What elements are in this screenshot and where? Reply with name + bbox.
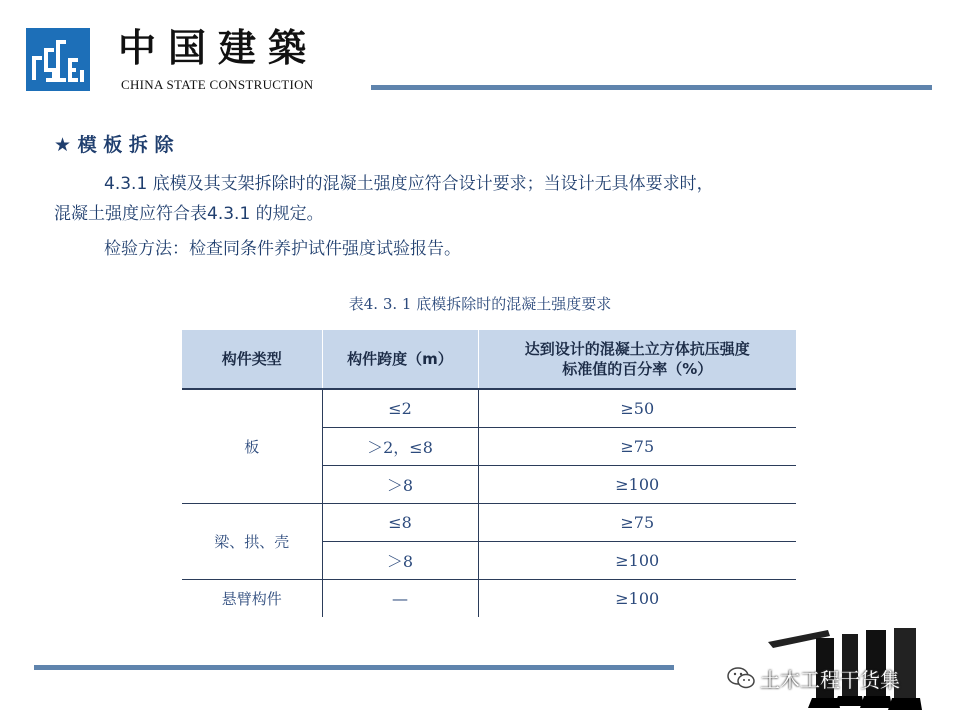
table-header-row — [182, 330, 796, 389]
company-logo — [26, 28, 90, 91]
header-divider — [371, 85, 932, 90]
wechat-icon — [726, 666, 756, 690]
header-strength-line1: 达到设计的混凝土立方体抗压强度 — [524, 340, 750, 358]
watermark-text: 土木工程干货集 — [760, 668, 900, 692]
cell-span: ≤8 — [322, 504, 478, 542]
cell-type: 板 — [182, 389, 322, 504]
footer-divider — [34, 665, 674, 670]
table-row — [182, 389, 796, 428]
paragraph-inspection-method: 检验方法：检查同条件养护试件强度试验报告。 — [104, 239, 461, 259]
section-heading: ★ 模 板 拆 除 — [54, 134, 174, 156]
cell-percent: ≥50 — [478, 389, 796, 428]
cell-percent: ≥100 — [478, 466, 796, 504]
brand-name-chinese: 中国建築 — [118, 25, 319, 70]
strength-requirement-table — [182, 330, 796, 617]
cell-percent: ≥100 — [615, 589, 660, 608]
table-caption: 表4. 3. 1 底模拆除时的混凝土强度要求 — [348, 295, 612, 313]
cell-span: ＞2，≤8 — [322, 428, 478, 466]
cell-type: 悬臂构件 — [182, 580, 322, 618]
cell-percent: ≥75 — [478, 504, 796, 542]
cell-span: ＞8 — [322, 466, 478, 504]
cell-span: ≤2 — [322, 389, 478, 428]
cell-percent: ≥75 — [478, 428, 796, 466]
paragraph-clause-line2: 混凝土强度应符合表4.3.1 的规定。 — [54, 204, 324, 224]
cell-type: 梁、拱、壳 — [182, 504, 322, 580]
table-row — [182, 580, 796, 618]
header-strength-line2: 标准值的百分率（%） — [562, 360, 713, 378]
brand-name-english: CHINA STATE CONSTRUCTION — [121, 77, 314, 92]
cell-percent: ≥100 — [478, 542, 796, 580]
cell-span: ＞8 — [322, 542, 478, 580]
paragraph-clause-line1: 4.3.1 底模及其支架拆除时的混凝土强度应符合设计要求；当设计无具体要求时， — [104, 174, 714, 194]
header-span: 构件跨度（m） — [322, 330, 478, 389]
header-strength-percent — [478, 330, 796, 389]
cell-span: — — [322, 580, 478, 618]
header-component-type: 构件类型 — [182, 330, 322, 389]
table-row — [182, 504, 796, 542]
